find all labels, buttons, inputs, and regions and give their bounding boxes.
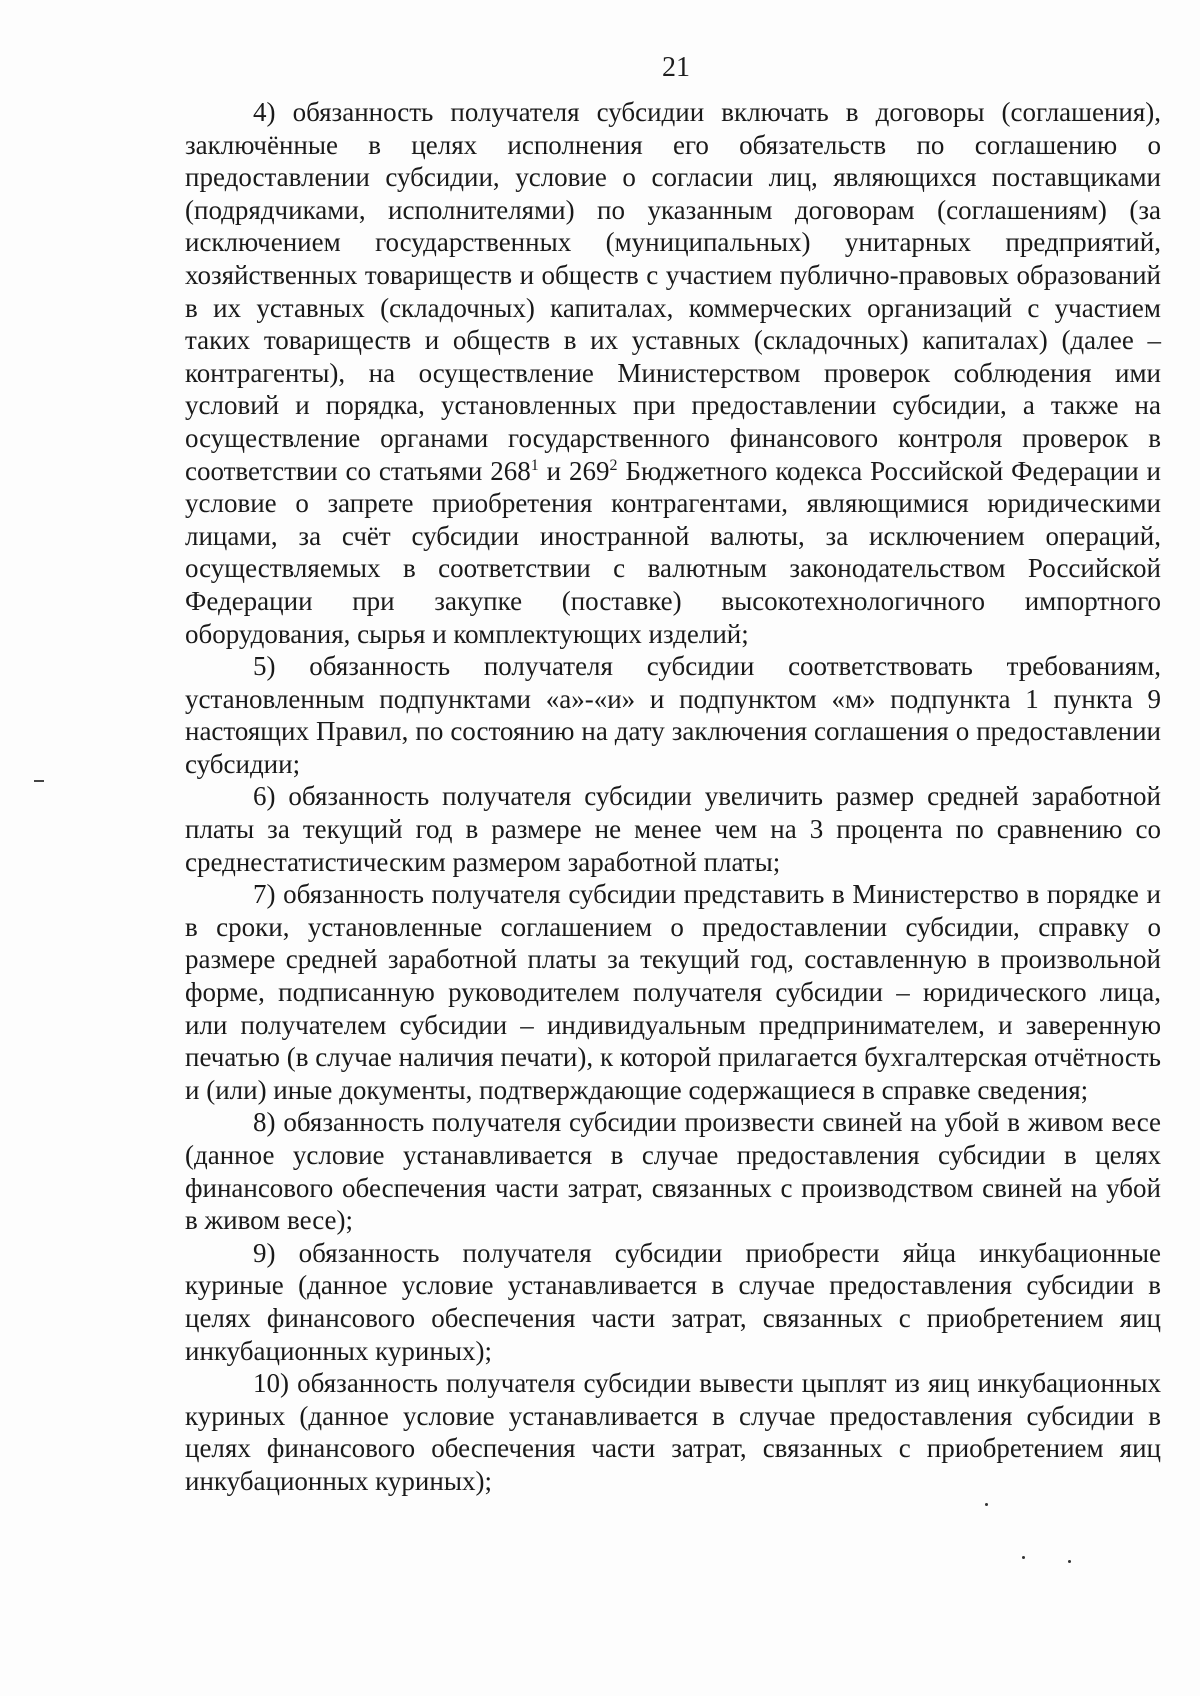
paragraph-item-8: 8) обязанность получателя субсидии произвести свиней на убой в живом весе (данное условие устанавливается в случае предоставления субсидии в целях финансового обеспечения части затрат, связанных с производством свиней на убой в живом весе); [185,1107,1161,1236]
item-4-text-end: Бюджетного кодекса Российской Федерации и условие о запрете приобретения контрагентами, являющимися юридическими лицами, за счёт субсидии иностранной валюты, за исключением операций, осуществляемых в соответствии с валютным законодательством Российской Федерации при закупке (поставке) высокотехнологичного импортного оборудования, сырья и комплектующих изделий; [185,455,1162,649]
paragraph-item-5: 5) обязанность получателя субсидии соответствовать требованиям, установленным подпунктами «а»-«и» и подпунктом «м» подпункта 1 пункта 9 настоящих Правил, по состоянию на дату заключения соглашения о предоставлении субсидии; [185,651,1161,779]
scan-artifact-speck [985,1503,988,1506]
document-body [185,96,1161,1498]
scan-artifact-dash [34,780,44,782]
paragraph-item-7: 7) обязанность получателя субсидии представить в Министерство в порядке и в сроки, установленные соглашением о предоставлении субсидии, справку о размере средней заработной платы за текущий год, составленную в произвольной форме, подписанную руководителем получателя субсидии – юридического лица, или получателем субсидии – индивидуальным предпринимателем, и заверенную печатью (в случае наличия печати), к которой прилагается бухгалтерская отчётность и (или) иные документы, подтверждающие содержащиеся в справке сведения; [185,879,1161,1105]
paragraph-item-4 [185,96,1161,650]
superscript-article-268: 1 [530,456,539,474]
page-number: 21 [662,52,690,83]
paragraph-item-9: 9) обязанность получателя субсидии приобрести яйца инкубационные куриные (данное условие устанавливается в случае предоставления субсидии в целях финансового обеспечения части затрат, связанных с приобретением яиц инкубационных куриных); [185,1237,1161,1366]
scan-artifact-speck [1068,1560,1071,1563]
item-4-text-middle: и 269 [538,455,610,486]
item-4-text-start: 4) обязанность получателя субсидии включать в договоры (соглашения), заключённые в целях исполнения его обязательств по соглашению о предоставлении субсидии, условие о согласии лиц, являющихся поставщиками (подрядчиками, исполнителями) по указанным договорам (соглашениям) (за исключением государственных (муниципальных) унитарных предприятий, хозяйственных товариществ и обществ с участием публично-правовых образований в их уставных (складочных) капиталах, коммерческих организаций с участием таких товариществ и обществ в их уставных (складочных) капиталах) (далее – контрагенты), на осуществление Министерством проверок соблюдения ими условий и порядка, установленных при предоставлении субсидии, а также на осуществление органами государственного финансового контроля проверок в соответствии со статьями 268 [185,97,1161,486]
scan-artifact-speck [1022,1556,1025,1559]
paragraph-item-10: 10) обязанность получателя субсидии вывести цыплят из яиц инкубационных куриных (данное условие устанавливается в случае предоставления субсидии в целях финансового обеспечения части затрат, связанных с приобретением яиц инкубационных куриных); [185,1368,1161,1496]
superscript-article-269: 2 [609,456,618,474]
paragraph-item-6: 6) обязанность получателя субсидии увеличить размер средней заработной платы за текущий год в размере не менее чем на 3 процента по сравнению со среднестатистическим размером заработной платы; [185,781,1161,877]
